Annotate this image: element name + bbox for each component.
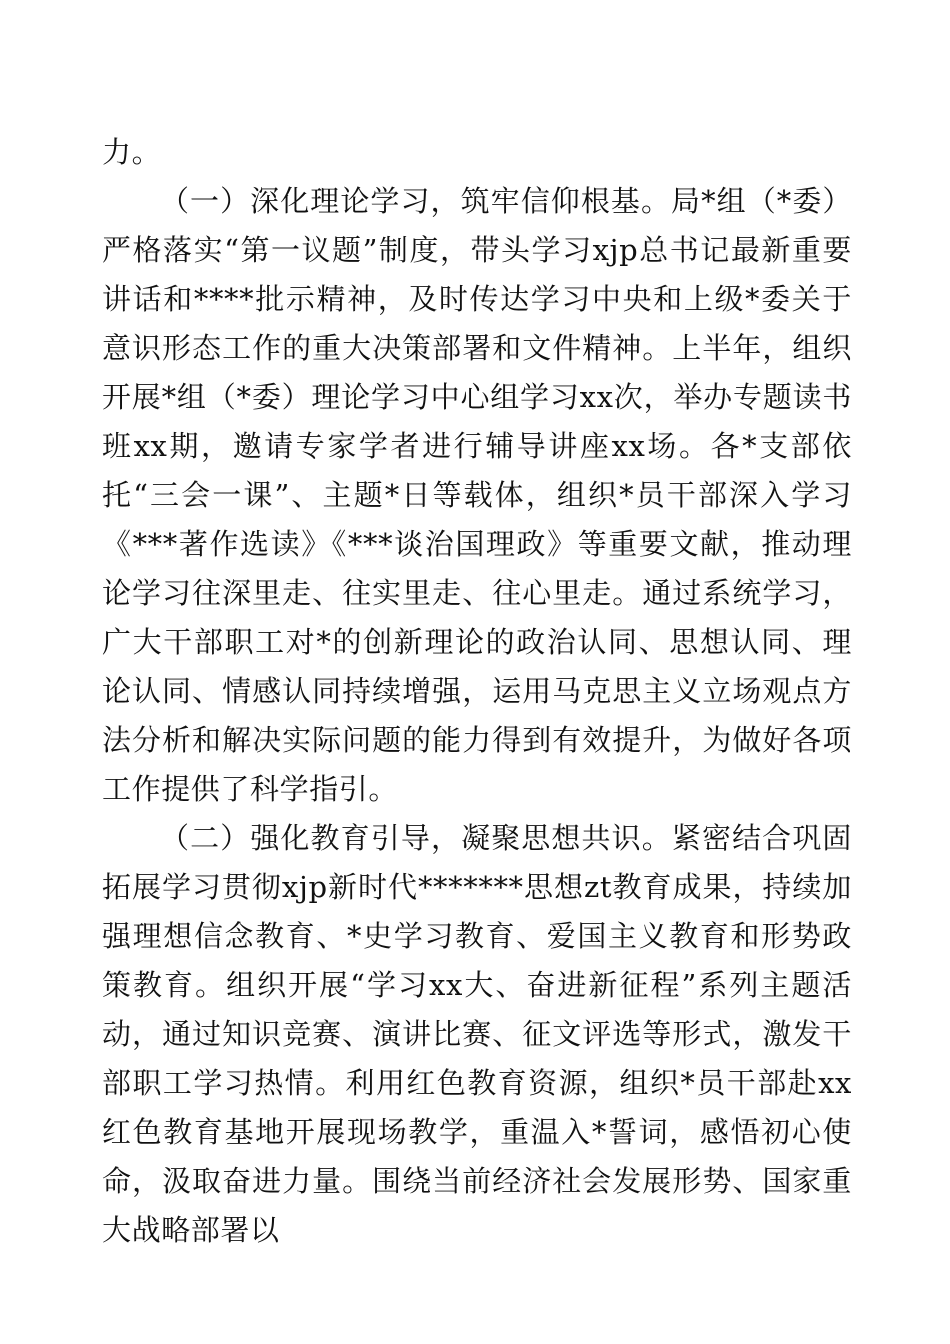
document-page [102, 128, 852, 1255]
paragraph-education-guidance: （二）强化教育引导，凝聚思想共识。紧密结合巩固拓展学习贯彻xjp新时代*******思想zt教育成果，持续加强理想信念教育、*史学习教育、爱国主义教育和形势政策教育。组织开展“学习xx大、奋进新征程”系列主题活动，通过知识竞赛、演讲比赛、征文评选等形式，激发干部职工学习热情。利用红色教育资源，组织*员干部赴xx红色教育基地开展现场教学，重温入*誓词，感悟初心使命，汲取奋进力量。围绕当前经济社会发展形势、国家重大战略部署以 [102, 821, 852, 1247]
paragraph-continuation: 力。 [102, 135, 162, 169]
paragraph-theory-study: （一）深化理论学习，筑牢信仰根基。局*组（*委）严格落实“第一议题”制度，带头学习xjp总书记最新重要讲话和****批示精神，及时传达学习中央和上级*委关于意识形态工作的重大决策部署和文件精神。上半年，组织开展*组（*委）理论学习中心组学习xx次，举办专题读书班xx期，邀请专家学者进行辅导讲座xx场。各*支部依托“三会一课”、主题*日等载体，组织*员干部深入学习《***著作选读》《***谈治国理政》等重要文献，推动理论学习往深里走、往实里走、往心里走。通过系统学习，广大干部职工对*的创新理论的政治认同、思想认同、理论认同、情感认同持续增强，运用马克思主义立场观点方法分析和解决实际问题的能力得到有效提升，为做好各项工作提供了科学指引。 [102, 184, 852, 806]
